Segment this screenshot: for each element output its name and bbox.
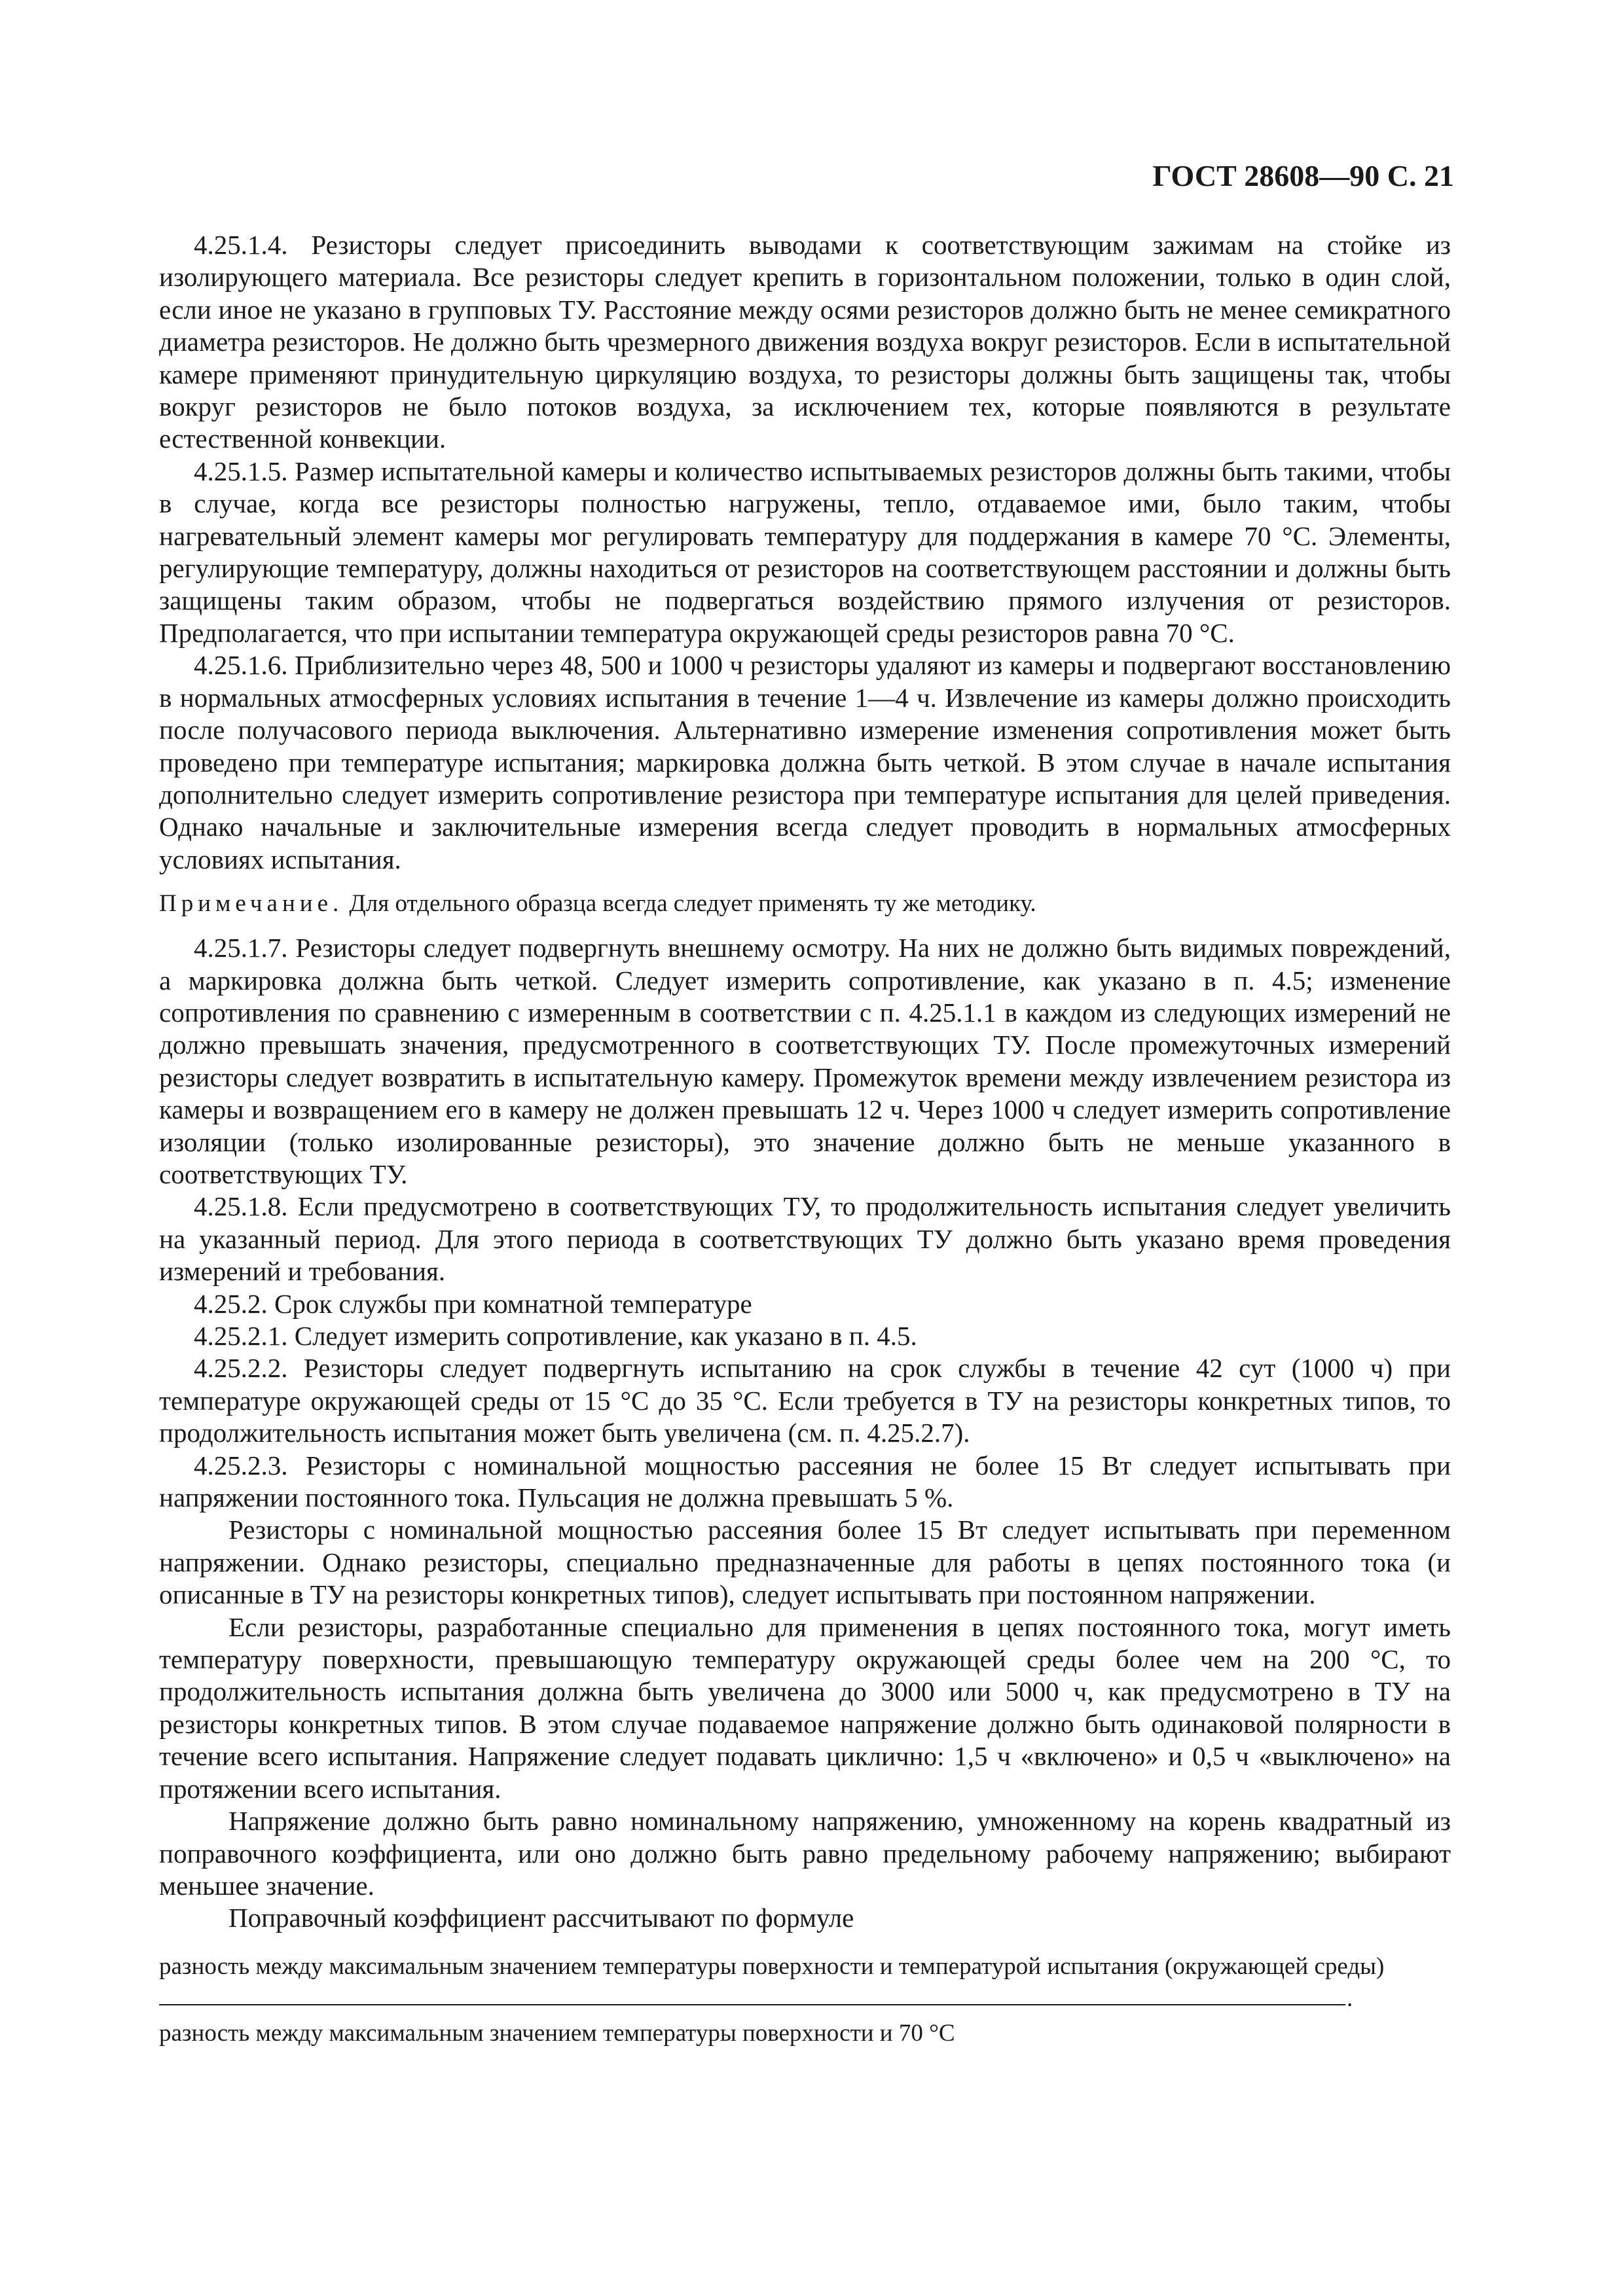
formula-numerator: разность между максимальным значением температуры поверхности и температурой испытания (окружающей среды): [159, 1952, 1385, 1980]
heading-4-25-2: 4.25.2. Срок службы при комнатной температуре: [194, 1288, 752, 1319]
paragraph-4-25-2-2: 4.25.2.2. Резисторы следует подвергнуть испытанию на срок службы в течение 42 сут (1000 ч) при температуре окружающей среды от 15 °С до 35 °С. Если требуется в ТУ на резисторы конкретных типов, то продолжительность испытания может быть увеличена (см. п. 4.25.2.7).: [159, 1353, 1451, 1448]
paragraph-dc-resistors: Если резисторы, разработанные специально для применения в цепях постоянного тока, могут иметь температуру поверхности, превышающую температуру окружающей среды более чем на 200 °С, то продолжительность испытания должна быть увеличена до 3000 или 5000 ч, как предусмотрено в ТУ на резисторы конкретных типов. В этом случае подаваемое напряжение должно быть одинаковой полярности в течение всего испытания. Напряжение следует подавать циклично: 1,5 ч «включено» и 0,5 ч «выключено» на протяжении всего испытания.: [159, 1611, 1451, 1804]
paragraph-4-25-1-8: 4.25.1.8. Если предусмотрено в соответствующих ТУ, то продолжительность испытания следует увеличить на указанный период. Для этого периода в соответствующих ТУ должно быть указано время проведения измерений и требования.: [159, 1191, 1451, 1287]
note-text: Для отдельного образца всегда следует применять ту же методику.: [343, 890, 1036, 918]
correction-factor-formula: [159, 1952, 1451, 2049]
paragraph-ac-voltage: Резисторы с номинальной мощностью рассеяния более 15 Вт следует испытывать при переменном напряжении. Однако резисторы, специально предназначенные для работы в цепях постоянного тока (и описанные в ТУ на резисторы конкретных типов), следует испытывать при постоянном напряжении.: [159, 1515, 1451, 1610]
fraction-line: [159, 1984, 1451, 2012]
paragraph-4-25-1-5: 4.25.1.5. Размер испытательной камеры и количество испытываемых резисторов должны быть такими, чтобы в случае, когда все резисторы полностью нагружены, тепло, отдаваемое ими, было таким, чтобы нагревательный элемент камеры мог регулировать температуру для поддержания в камере 70 °С. Элементы, регулирующие температуру, должны находиться от резисторов на соответствующем расстоянии и должны быть защищены таким образом, чтобы не подвергаться воздействию прямого излучения от резисторов. Предполагается, что при испытании температура окружающей среды резисторов равна 70 °С.: [159, 456, 1451, 648]
document-body: [159, 229, 1451, 2049]
paragraph-4-25-1-7: 4.25.1.7. Резисторы следует подвергнуть внешнему осмотру. На них не должно быть видимых повреждений, а маркировка должна быть четкой. Следует измерить сопротивление, как указано в п. 4.5; изменение сопротивления по сравнению с измеренным в соответствии с п. 4.25.1.1 в каждом из следующих измерений не должно превышать значения, предусмотренного в соответствующих ТУ. После промежуточных измерений резисторы следует возвратить в испытательную камеру. Промежуток времени между извлечением резистора из камеры и возвращением его в камеру не должен превышать 12 ч. Через 1000 ч следует измерить сопротивление изоляции (только изолированные резисторы), это значение должно быть не меньше указанного в соответствующих ТУ.: [159, 933, 1451, 1189]
paragraph-4-25-2-3: 4.25.2.3. Резисторы с номинальной мощностью рассеяния не более 15 Вт следует испытывать при напряжении постоянного тока. Пульсация не должна превышать 5 %.: [159, 1450, 1451, 1513]
formula-denominator: разность между максимальным значением температуры поверхности и 70 °С: [159, 2019, 955, 2047]
paragraph-4-25-1-4: 4.25.1.4. Резисторы следует присоединить выводами к соответствующим зажимам на стойке из изолирующего материала. Все резисторы следует крепить в горизонтальном положении, только в один слой, если иное не указано в групповых ТУ. Расстояние между осями резисторов должно быть не менее семикратного диаметра резисторов. Не должно быть чрезмерного движения воздуха вокруг резисторов. Если в испытательной камере применяют принудительную циркуляцию воздуха, то резисторы должны быть защищены так, чтобы вокруг резисторов не было потоков воздуха, за исключением тех, которые появляются в результате естественной конвекции.: [159, 230, 1451, 454]
note: [159, 889, 1451, 919]
paragraph-voltage: Напряжение должно быть равно номинальному напряжению, умноженному на корень квадратный из поправочного коэффициента, или оно должно быть равно предельному рабочему напряжению; выбирают меньшее значение.: [159, 1806, 1451, 1901]
paragraph-formula-intro: Поправочный коэффициент рассчитывают по формуле: [228, 1903, 854, 1933]
fraction-bar: [159, 2004, 1345, 2005]
note-label: Примечание.: [159, 890, 344, 918]
page-header: ГОСТ 28608—90 С. 21: [1152, 159, 1454, 192]
formula-end-mark: .: [1347, 1984, 1353, 2012]
paragraph-4-25-2-1: 4.25.2.1. Следует измерить сопротивление, как указано в п. 4.5.: [194, 1321, 917, 1351]
paragraph-4-25-1-6: 4.25.1.6. Приблизительно через 48, 500 и 1000 ч резисторы удаляют из камеры и подвергают восстановлению в нормальных атмосферных условиях испытания в течение 1—4 ч. Извлечение из камеры должно происходить после получасового периода выключения. Альтернативно измерение изменения сопротивления может быть проведено при температуре испытания; маркировка должна быть четкой. В этом случае в начале испытания дополнительно следует измерить сопротивление резистора при температуре испытания для целей приведения. Однако начальные и заключительные измерения всегда следует проводить в нормальных атмосферных условиях испытания.: [159, 650, 1451, 874]
